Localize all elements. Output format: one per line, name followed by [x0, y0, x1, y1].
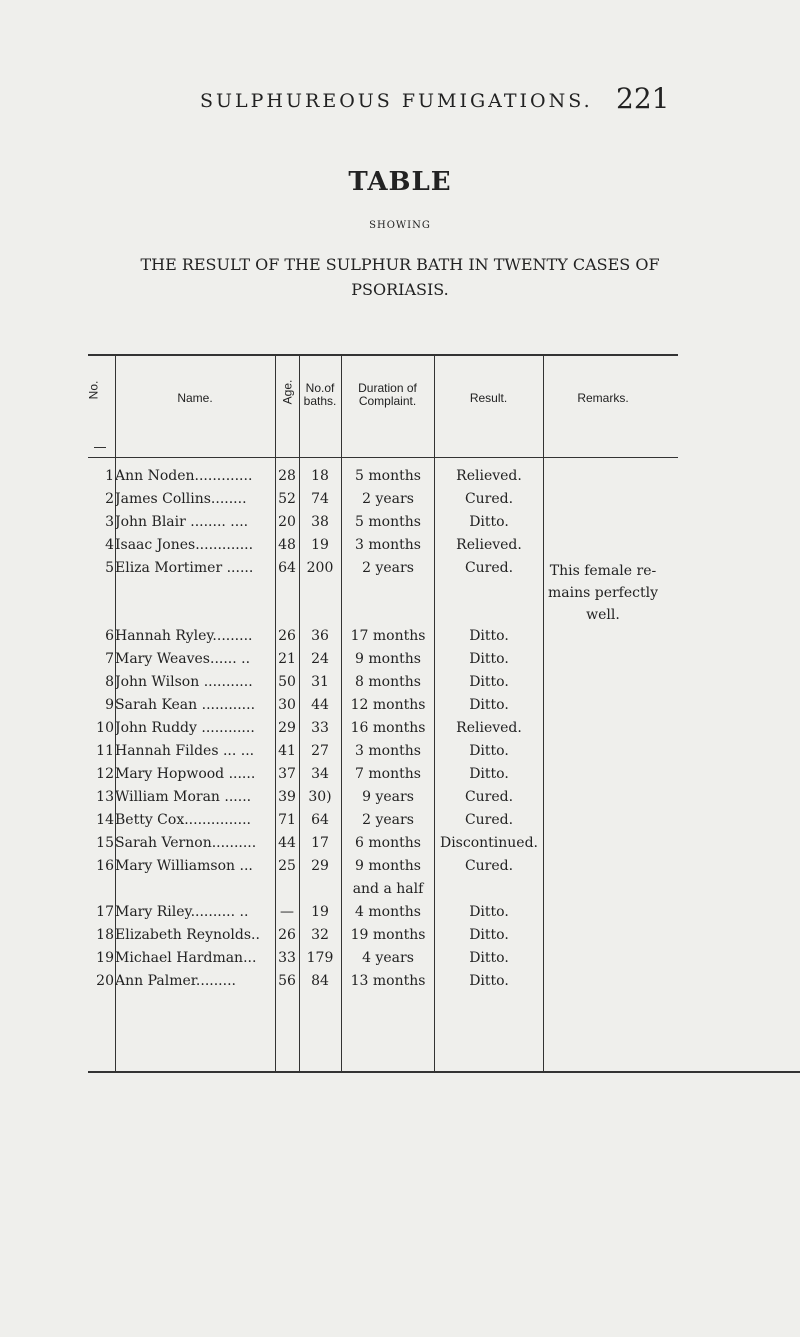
cell-duration: 4 months — [355, 904, 421, 920]
cell-name: Ann Noden............. — [115, 468, 253, 484]
cell-baths: 19 — [311, 904, 329, 920]
cell-no: 16 — [96, 858, 114, 874]
cell-no: 8 — [105, 674, 114, 690]
table-row — [88, 720, 800, 742]
cell-duration: 4 years — [362, 950, 414, 966]
table-row — [88, 468, 800, 490]
table-row — [88, 812, 800, 834]
cell-name: John Blair ........ .... — [115, 514, 249, 530]
cell-age: 50 — [278, 674, 296, 690]
cell-result: Ditto. — [469, 697, 509, 713]
table-subheading: SHOWING — [369, 220, 431, 231]
cell-result: Ditto. — [469, 927, 509, 943]
cell-no: 3 — [105, 514, 114, 530]
cell-duration: 2 years — [362, 491, 414, 507]
header-result: Result. — [469, 391, 508, 405]
cell-name: John Wilson ........... — [115, 674, 253, 690]
running-head — [0, 80, 800, 120]
remark-row-5 — [544, 560, 662, 626]
cell-name: Mary Weaves...... .. — [115, 651, 251, 667]
header-remarks: Remarks. — [577, 391, 629, 405]
cell-age: 29 — [278, 720, 296, 736]
table-row — [88, 537, 800, 559]
cell-name: Mary Williamson ... — [115, 858, 253, 874]
cell-age: 71 — [278, 812, 296, 828]
table-row — [88, 743, 800, 765]
cell-result: Ditto. — [469, 766, 509, 782]
header-baths-line1: No.of — [305, 381, 335, 395]
cell-name: Mary Hopwood ...... — [115, 766, 256, 782]
cell-baths: 33 — [311, 720, 329, 736]
cell-no: 18 — [96, 927, 114, 943]
table-row — [88, 766, 800, 788]
cell-result: Cured. — [464, 560, 514, 576]
header-baths-line2: baths. — [303, 394, 337, 408]
remark-line: well. — [586, 607, 620, 623]
table-row — [88, 789, 800, 811]
table-row — [88, 628, 800, 650]
results-table — [88, 354, 800, 1076]
cell-age: 26 — [278, 927, 296, 943]
cell-result: Ditto. — [469, 514, 509, 530]
table-row — [88, 904, 800, 926]
cell-no: 9 — [105, 697, 114, 713]
cell-age: 37 — [278, 766, 296, 782]
cell-name: Eliza Mortimer ...... — [115, 560, 254, 576]
cell-result: Relieved. — [456, 537, 522, 553]
cell-name: Sarah Kean ............ — [115, 697, 256, 713]
table-row — [88, 950, 800, 972]
cell-baths: 64 — [311, 812, 329, 828]
header-duration-line2: Complaint. — [358, 394, 417, 408]
table-caption: THE RESULT OF THE SULPHUR BATH IN TWENTY CASES OF PSORIASIS. — [140, 255, 660, 299]
table-row — [88, 491, 800, 513]
cell-name: Hannah Ryley......... — [115, 628, 253, 644]
table-row — [88, 514, 800, 536]
cell-duration: 6 months — [355, 835, 421, 851]
cell-age: — — [280, 904, 294, 920]
cell-age: 64 — [278, 560, 296, 576]
header-baths — [299, 382, 341, 408]
cell-name: Betty Cox............... — [115, 812, 251, 828]
cell-age: 26 — [278, 628, 296, 644]
cell-baths: 179 — [306, 950, 334, 966]
cell-baths: 200 — [306, 560, 334, 576]
cell-age: 21 — [278, 651, 296, 667]
cell-result: Relieved. — [456, 720, 522, 736]
cell-duration: 9 months — [355, 651, 421, 667]
cell-no: 1 — [105, 468, 114, 484]
cell-baths: 84 — [311, 973, 329, 989]
cell-result: Discontinued. — [439, 835, 538, 851]
cell-duration: 2 years — [362, 812, 414, 828]
cell-no: 7 — [105, 651, 114, 667]
cell-result: Ditto. — [469, 651, 509, 667]
cell-name: Sarah Vernon.......... — [115, 835, 257, 851]
cell-age: 44 — [278, 835, 296, 851]
cell-duration: 19 months — [350, 927, 426, 943]
header-duration — [341, 382, 434, 408]
cell-baths: 32 — [311, 927, 329, 943]
cell-baths: 17 — [311, 835, 329, 851]
cell-result: Cured. — [464, 812, 514, 828]
cell-no: 17 — [96, 904, 114, 920]
table-row — [88, 858, 800, 880]
cell-result: Ditto. — [469, 973, 509, 989]
header-bottom-rule — [88, 457, 678, 458]
cell-no: 2 — [105, 491, 114, 507]
remark-line: This female re- — [549, 563, 657, 579]
cell-baths: 31 — [311, 674, 329, 690]
cell-result: Ditto. — [469, 904, 509, 920]
cell-no: 12 — [96, 766, 114, 782]
cell-name: John Ruddy ............ — [115, 720, 255, 736]
cell-baths: 18 — [311, 468, 329, 484]
cell-duration: 9 years — [362, 789, 414, 805]
bottom-rule — [88, 1071, 800, 1073]
cell-no: 15 — [96, 835, 114, 851]
table-row — [88, 973, 800, 995]
cell-duration: 16 months — [350, 720, 426, 736]
cell-name: James Collins........ — [115, 491, 247, 507]
cell-baths: 24 — [311, 651, 329, 667]
cell-duration: 17 months — [350, 628, 426, 644]
table-heading: TABLE — [348, 167, 452, 197]
cell-duration: 2 years — [362, 560, 414, 576]
cell-no: 14 — [96, 812, 114, 828]
table-row — [88, 697, 800, 719]
cell-baths: 44 — [311, 697, 329, 713]
cell-result: Ditto. — [469, 950, 509, 966]
header-no: No. — [86, 380, 101, 400]
page-number: 221 — [616, 82, 670, 115]
cell-baths: 34 — [311, 766, 329, 782]
cell-age: 56 — [278, 973, 296, 989]
cell-name: Michael Hardman... — [115, 950, 257, 966]
cell-result: Cured. — [464, 491, 514, 507]
running-head-title: SULPHUREOUS FUMIGATIONS. — [200, 90, 593, 112]
cell-age: 41 — [278, 743, 296, 759]
table-row — [88, 651, 800, 673]
top-rule — [88, 354, 678, 356]
cell-duration: 9 months — [355, 858, 421, 874]
cell-baths: 19 — [311, 537, 329, 553]
cell-no: 11 — [96, 743, 114, 759]
cell-age: 30 — [278, 697, 296, 713]
cell-no: 6 — [105, 628, 114, 644]
cell-age: 48 — [278, 537, 296, 553]
cell-duration: 5 months — [355, 514, 421, 530]
cell-name: Mary Riley.......... .. — [115, 904, 249, 920]
cell-no: 19 — [96, 950, 114, 966]
cell-baths: 27 — [311, 743, 329, 759]
cell-baths: 74 — [311, 491, 329, 507]
cell-name: Isaac Jones............. — [115, 537, 254, 553]
cell-no: 13 — [96, 789, 114, 805]
cell-result: Cured. — [464, 789, 514, 805]
cell-age: 25 — [278, 858, 296, 874]
cell-duration: 3 months — [355, 743, 421, 759]
cell-age: 28 — [278, 468, 296, 484]
table-row — [88, 927, 800, 949]
cell-age: 52 — [278, 491, 296, 507]
cell-duration-continuation: and a half — [352, 881, 424, 897]
cell-result: Ditto. — [469, 628, 509, 644]
cell-result: Relieved. — [456, 468, 522, 484]
cell-duration: 12 months — [350, 697, 426, 713]
remark-line: mains perfectly — [547, 585, 658, 601]
cell-name: Ann Palmer......... — [115, 973, 236, 989]
cell-baths: 30) — [308, 789, 332, 805]
header-age: Age. — [280, 379, 295, 405]
cell-no: 5 — [105, 560, 114, 576]
cell-duration: 13 months — [350, 973, 426, 989]
table-row — [88, 560, 800, 582]
no-header-tick — [94, 447, 106, 448]
cell-result: Ditto. — [469, 674, 509, 690]
cell-baths: 29 — [311, 858, 329, 874]
header-duration-line1: Duration of — [358, 381, 417, 395]
table-row-continuation — [88, 881, 800, 903]
table-row — [88, 674, 800, 696]
cell-no: 10 — [96, 720, 114, 736]
cell-age: 20 — [278, 514, 296, 530]
cell-duration: 3 months — [355, 537, 421, 553]
cell-baths: 38 — [311, 514, 329, 530]
cell-result: Cured. — [464, 858, 514, 874]
cell-baths: 36 — [311, 628, 329, 644]
cell-no: 20 — [96, 973, 114, 989]
cell-result: Ditto. — [469, 743, 509, 759]
cell-no: 4 — [105, 537, 114, 553]
cell-name: Hannah Fildes ... ... — [115, 743, 255, 759]
cell-age: 39 — [278, 789, 296, 805]
cell-duration: 8 months — [355, 674, 421, 690]
table-row — [88, 835, 800, 857]
cell-name: Elizabeth Reynolds.. — [115, 927, 260, 943]
cell-duration: 5 months — [355, 468, 421, 484]
cell-age: 33 — [278, 950, 296, 966]
cell-duration: 7 months — [355, 766, 421, 782]
cell-name: William Moran ...... — [115, 789, 252, 805]
header-name: Name. — [177, 391, 213, 405]
